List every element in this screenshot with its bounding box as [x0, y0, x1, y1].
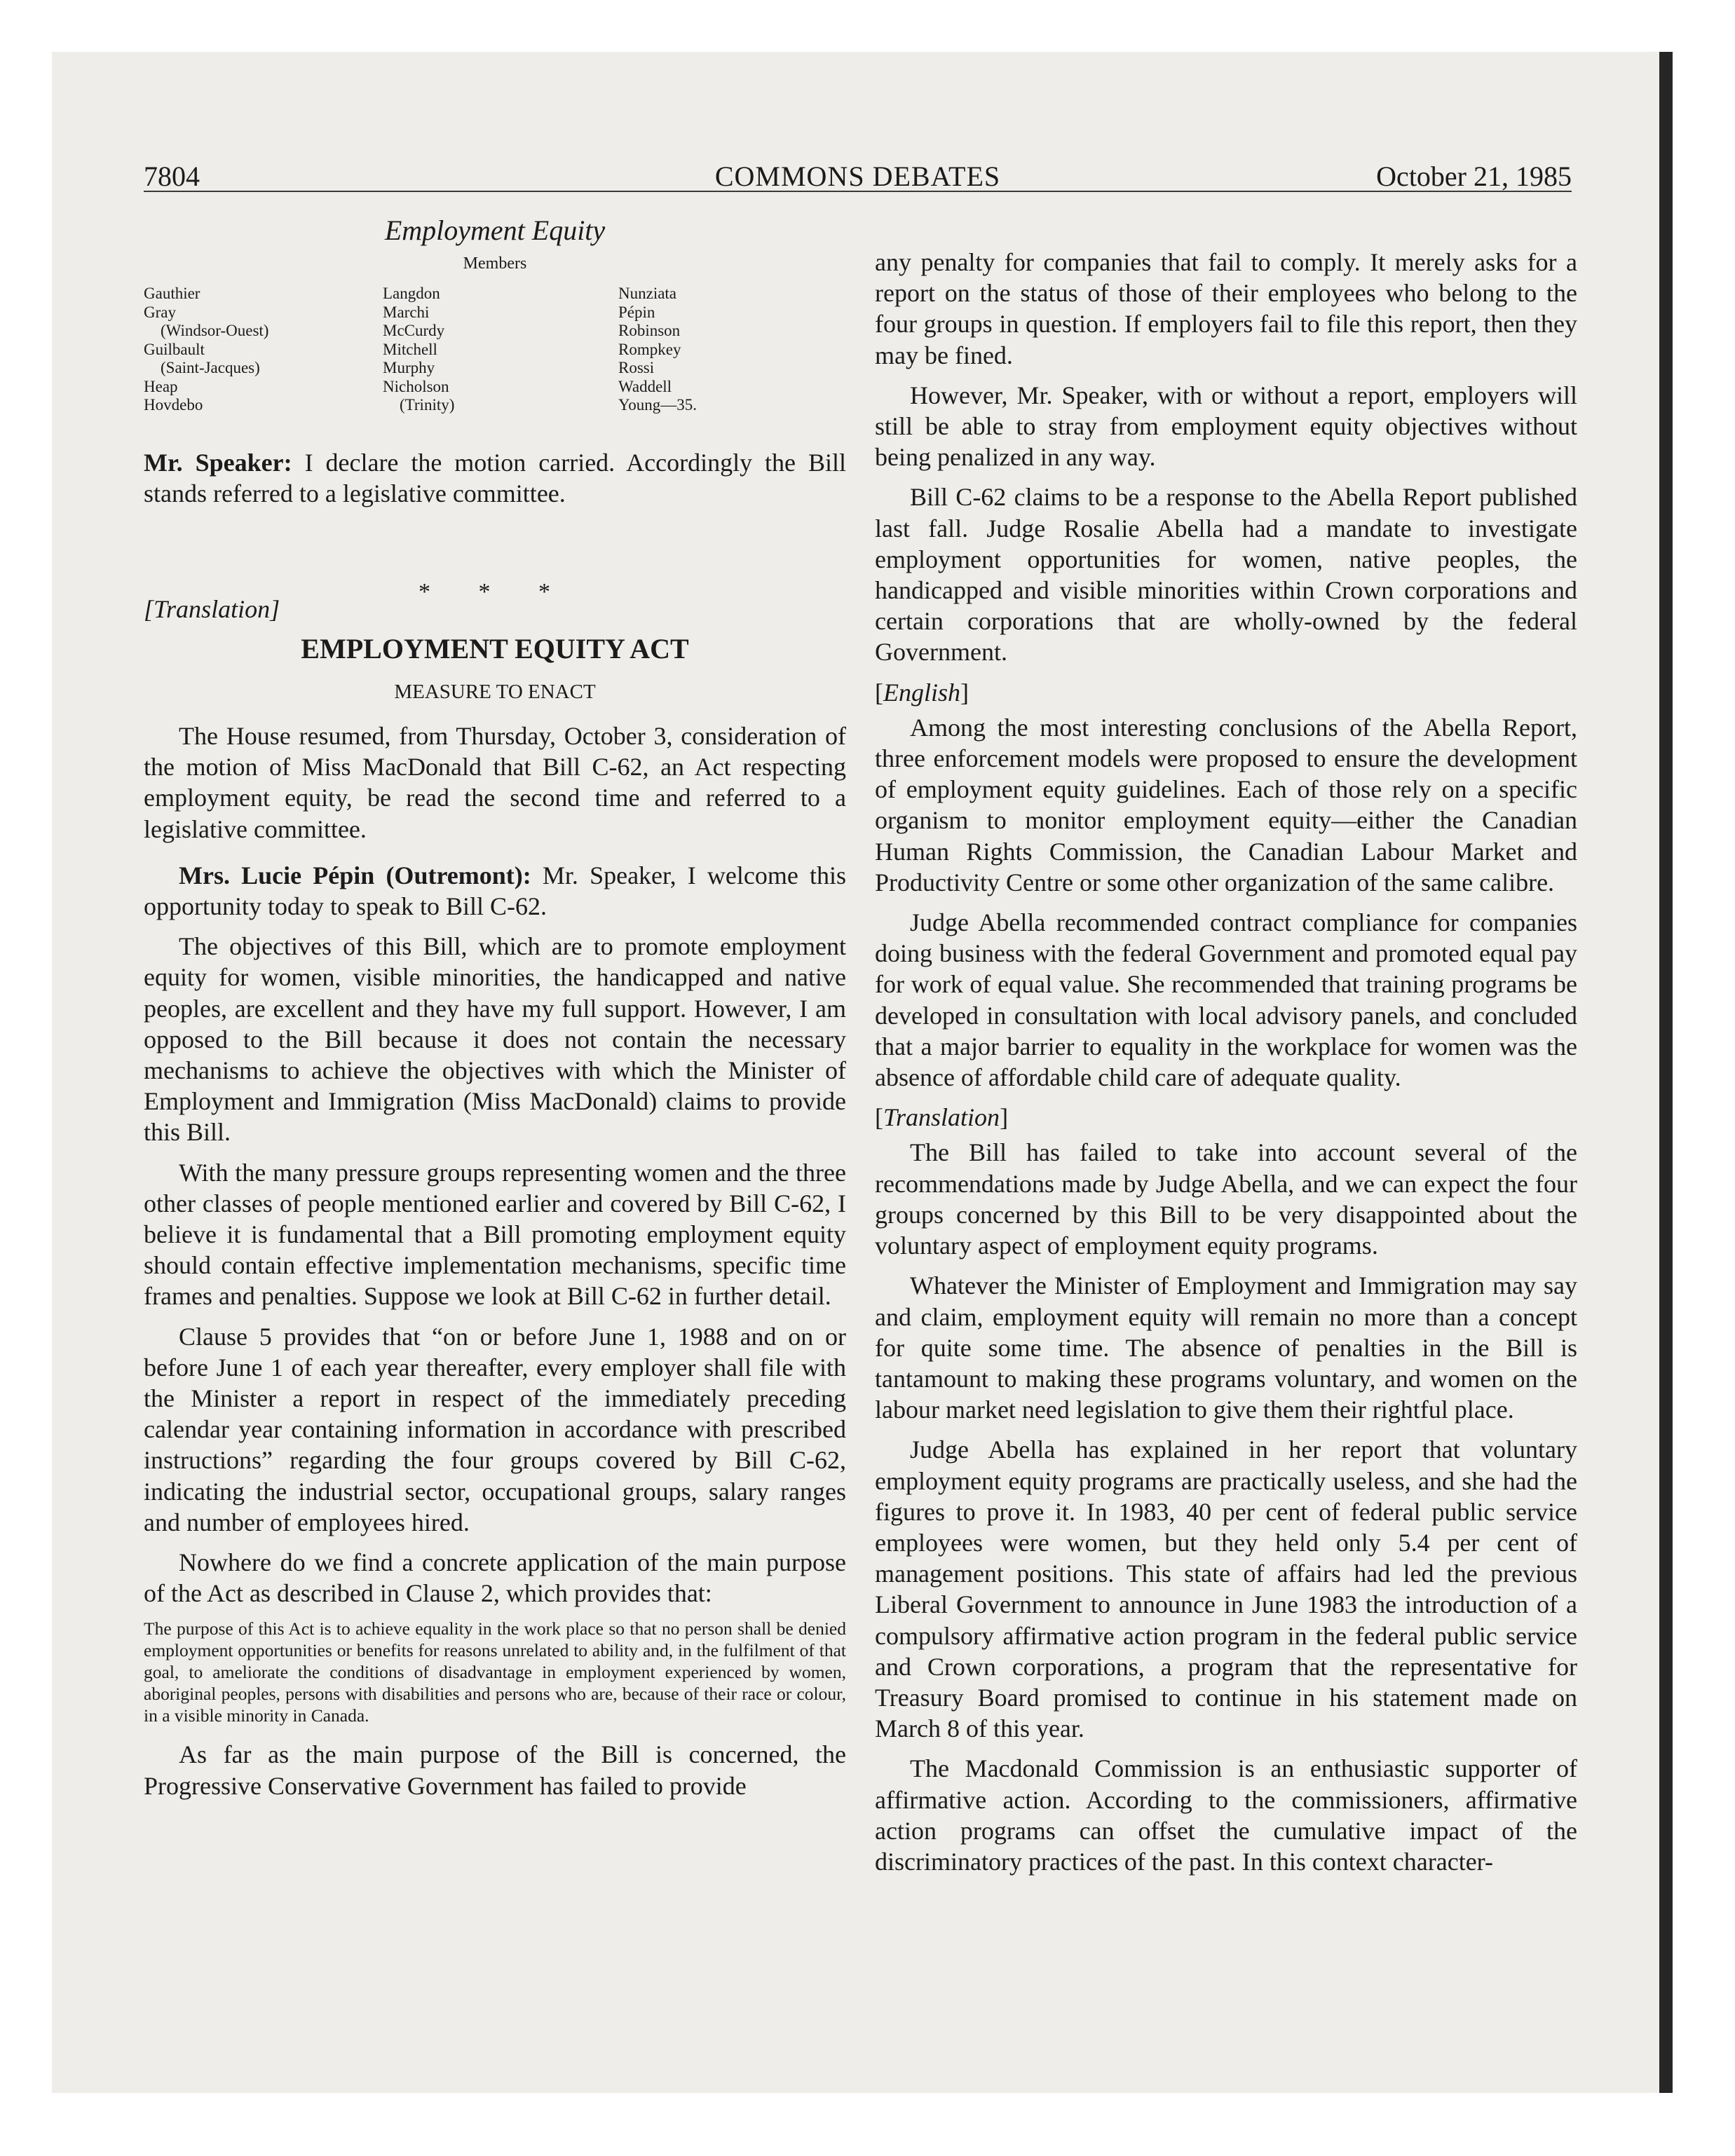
act-subtitle: MEASURE TO ENACT [394, 681, 596, 703]
paragraph: However, Mr. Speaker, with or without a report, employers will still be able to stray from employment equity objectives without being penalized in any way. [875, 381, 1577, 472]
member-name: Mitchell [383, 340, 437, 358]
member-name: Marchi [383, 303, 430, 321]
translation-label: [Translation] [144, 595, 280, 623]
member-name: Pépin [618, 303, 655, 321]
member-name: McCurdy [383, 322, 445, 339]
paragraph: The Macdonald Commission is an enthusiastic supporter of affirmative action. According to the commissioners, affirmative action programs can offset the cumulative impact of the discriminatory practices of the past. In this context character- [875, 1754, 1577, 1876]
member-name: Rompkey [618, 340, 681, 358]
page-date: October 21, 1985 [1376, 161, 1572, 192]
paragraph [144, 860, 846, 922]
publication-title: COMMONS DEBATES [714, 161, 1001, 192]
member-name: Langdon [383, 285, 440, 302]
members-column-1 [144, 285, 375, 415]
member-name: Young—35. [618, 396, 698, 414]
speaker-text: I declare the motion carried. Accordingly the Bill stands referred to a legislative committee. [144, 449, 847, 508]
member-name: Rossi [618, 359, 655, 376]
member-name: Nunziata [618, 285, 677, 302]
language-label: [English] [875, 678, 969, 707]
division-subtitle: Members [463, 254, 527, 273]
language-label: [Translation] [875, 1103, 1009, 1132]
paragraph: Among the most interesting conclusions of the Abella Report, three enforcement models were proposed to ensure the development of employment equity guidelines. Each of those rely on a specific organism to monitor employment equity—either the Canadian Human Rights Commission, the Canadian Labour Market and Productivity Centre or some other organization of the same calibre. [875, 713, 1577, 896]
member-name: Heap [144, 377, 178, 395]
paragraph: any penalty for companies that fail to comply. It merely asks for a report on the status of those of their employees who belong to the four groups in question. If employers fail to file this report, then they may be fined. [875, 248, 1577, 369]
speaker-name: Mr. Speaker: [144, 449, 292, 477]
member-name: Waddell [618, 377, 672, 395]
block-quote: The purpose of this Act is to achieve equality in the work place so that no person shall be denied employment opportunities or benefits for reasons unrelated to ability and, in the fulfilment of that goal, to ameliorate the conditions of disadvantage in employment experienced by women, aboriginal peoples, persons with disabilities and persons who are, because of their race or colour, in a visible minority in Canada. [144, 1618, 846, 1726]
member-name: Gray [144, 303, 176, 321]
language-label-text: English [883, 678, 961, 707]
paragraph: Judge Abella recommended contract compliance for companies doing business with the federal Government and promoted equal pay for work of equal value. She recommended that training programs be developed in consultation with local advisory panels, and concluded that a major barrier to equality in the workplace for women was the absence of affordable child care of adequate quality. [875, 908, 1577, 1092]
paragraph: Nowhere do we find a concrete application of the main purpose of the Act as described in Clause 2, which provides that: [144, 1548, 846, 1608]
paragraph: The objectives of this Bill, which are to promote employment equity for women, visible minorities, the handicapped and native peoples, are excellent and they have my full support. However, I am opposed to the Bill because it does not contain the necessary mechanisms to achieve the objectives with which the Minister of Employment and Immigration (Miss MacDonald) claims to provide this Bill. [144, 932, 846, 1147]
member-riding: (Saint-Jacques) [161, 359, 260, 376]
member-riding: (Windsor-Ouest) [161, 322, 269, 339]
speaker-statement [144, 447, 846, 509]
paragraph: Judge Abella has explained in her report that voluntary employment equity programs are practically useless, and she had the figures to prove it. In 1983, 40 per cent of federal public service employees were women, but they held only 5.4 per cent of management positions. This state of affairs had led the previous Liberal Government to announce in June 1983 the introduction of a compulsory affirmative action program in the federal public service and Crown corporations, a program that the representative for Treasury Board promised to continue in his statement made on March 8 of this year. [875, 1435, 1577, 1743]
translation-label-text: Translation [154, 595, 271, 623]
paragraph: Whatever the Minister of Employment and Immigration may say and claim, employment equity will remain no more than a concept for quite some time. The absence of penalties in the Bill is tantamount to making these programs voluntary, and women on the labour market need legislation to give them their rightful place. [875, 1271, 1577, 1424]
members-column-2 [383, 285, 614, 415]
paragraph: The Bill has failed to take into account several of the recommendations made by Judge Abella, and we can expect the four groups concerned by this Bill to be very disappointed about the voluntary aspect of employment equity programs. [875, 1138, 1577, 1260]
member-name: Guilbault [144, 340, 205, 358]
page-header [144, 158, 1572, 195]
paragraph: As far as the main purpose of the Bill is concerned, the Progressive Conservative Government has failed to provide [144, 1740, 846, 1800]
member-name: Murphy [383, 359, 435, 376]
paragraph-text: Mr. Speaker, I welcome this opportunity today to speak to Bill C-62. [144, 861, 846, 921]
right-column-body [875, 247, 1577, 1886]
member-name: Hovdebo [144, 396, 203, 414]
paragraph: The House resumed, from Thursday, October 3, consideration of the motion of Miss MacDonald that Bill C-62, an Act respecting employment equity, be read the second time and referred to a legislative committee. [144, 722, 846, 843]
left-column-body [144, 721, 846, 1810]
member-name: Nicholson [383, 377, 449, 395]
header-rule [144, 191, 1572, 192]
section-separator: * * * [419, 579, 571, 605]
paragraph: Clause 5 provides that “on or before June 1, 1988 and on or before June 1 of each year thereafter, every employer shall file with the Minister a report in respect of the immediately preceding calendar year containing information in accordance with prescribed instructions” regarding the four groups covered by Bill C-62, indicating the industrial sector, occupational groups, salary ranges and number of employees hired. [144, 1322, 846, 1536]
members-column-3 [618, 285, 850, 415]
member-riding: (Trinity) [400, 396, 455, 414]
speaker-name: Mrs. Lucie Pépin (Outremont): [179, 861, 531, 889]
member-name: Gauthier [144, 285, 200, 302]
scan-edge-shadow [1659, 52, 1673, 2093]
paragraph: Bill C-62 claims to be a response to the Abella Report published last fall. Judge Rosalie Abella had a mandate to investigate employment opportunities for women, native peoples, the handicapped and visible minorities within Crown corporations and certain corporations that are wholly-owned by the federal Government. [875, 483, 1577, 667]
page-number: 7804 [144, 161, 200, 192]
member-name: Robinson [618, 322, 681, 339]
act-title: EMPLOYMENT EQUITY ACT [301, 633, 689, 664]
paragraph: With the many pressure groups representing women and the three other classes of people mentioned earlier and covered by Bill C-62, I believe it is fundamental that a Bill promoting employment equity should contain effective implementation mechanisms, specific time frames and penalties. Suppose we look at Bill C-62 in further detail. [144, 1158, 846, 1311]
division-title: Employment Equity [384, 214, 606, 246]
language-label-text: Translation [883, 1103, 1000, 1132]
